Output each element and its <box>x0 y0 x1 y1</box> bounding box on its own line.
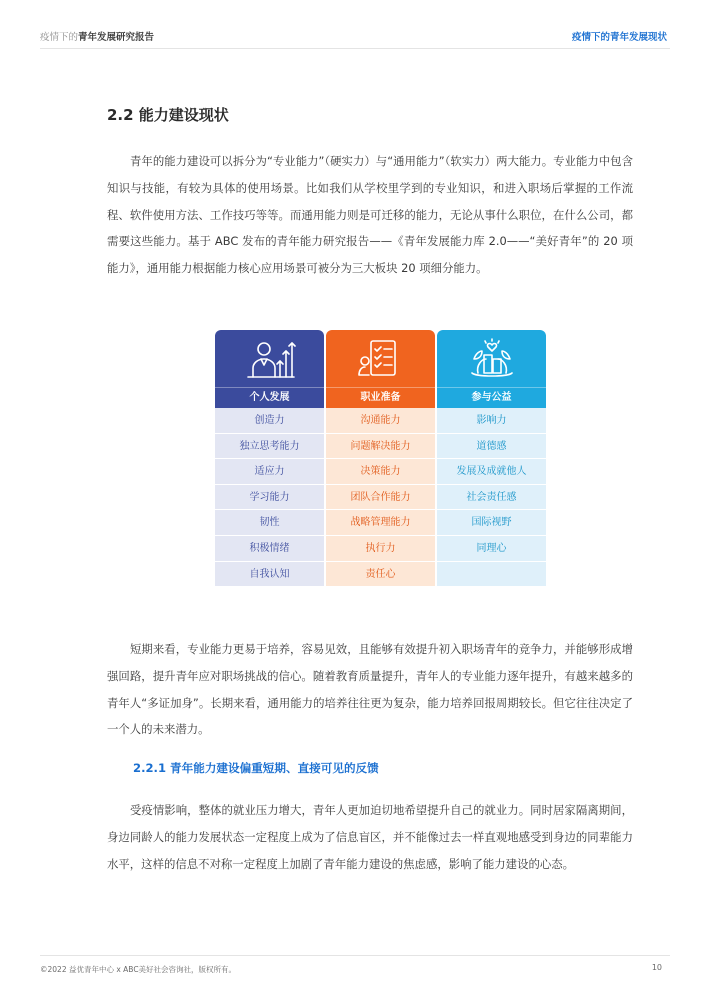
competency-cell: 问题解决能力 <box>326 434 435 460</box>
competency-cell: 团队合作能力 <box>326 485 435 511</box>
competency-cell: 社会责任感 <box>437 485 546 511</box>
footer-divider <box>40 955 670 956</box>
column-career-preparation <box>326 408 435 587</box>
running-header-right: 疫情下的青年发展现状 <box>571 32 667 43</box>
column-label: 个人发展 <box>215 387 324 408</box>
checklist-icon <box>355 337 407 383</box>
competency-cell: 积极情绪 <box>215 536 324 562</box>
competency-table <box>215 330 547 587</box>
growth-person-icon <box>244 337 296 383</box>
competency-cell: 影响力 <box>437 408 546 434</box>
column-head-career-preparation <box>326 330 435 408</box>
footer-copyright: ©2022 益优青年中心 x ABC美好社会咨询社，版权所有。 <box>40 965 237 974</box>
competency-cell: 战略管理能力 <box>326 510 435 536</box>
competency-cell: 道德感 <box>437 434 546 460</box>
header-report-title: 青年发展研究报告 <box>78 32 155 43</box>
competency-cell: 决策能力 <box>326 459 435 485</box>
community-city-icon <box>466 337 518 383</box>
header-divider <box>40 48 670 49</box>
column-personal-development <box>215 408 324 587</box>
competency-cell: 国际视野 <box>437 510 546 536</box>
body-paragraph-3: 受疫情影响，整体的就业压力增大，青年人更加迫切地希望提升自己的就业力。同时居家隔离期间，身边同龄人的能力发展状态一定程度上成为了信息盲区，并不能像过去一样直观地感受到身边的同辈能力水平，这样的信息不对称一定程度上加剧了青年能力建设的焦虑感，影响了能力建设的心态。 <box>107 803 633 871</box>
section-title: 2.2 能力建设现状 <box>107 106 229 124</box>
body-paragraph-2: 短期来看，专业能力更易于培养，容易见效，且能够有效提升初入职场青年的竞争力，并能够形成增强回路，提升青年应对职场挑战的信心。随着教育质量提升，青年人的专业能力逐年提升，有越来越多的青年人“多证加身”。长期来看，通用能力的培养往往更为复杂，能力培养回报周期较长。但它往往决定了一个人的未来潜力。 <box>107 642 633 737</box>
body-paragraph-1: 青年的能力建设可以拆分为“专业能力”（硬实力）与“通用能力”（软实力）两大能力。专业能力中包含知识与技能，有较为具体的使用场景。比如我们从学校里学到的专业知识，和进入职场后掌握的工作流程、软件使用方法、工作技巧等等。而通用能力则是可迁移的能力，无论从事什么职位，在什么公司，都需要这些能力。基于 ABC 发布的青年能力研究报告——《青年发展能力库 2.0——“美好青年”的 20 项能力》，通用能力根据能力核心应用场景可被分为三大板块 20 项细分能力。 <box>107 154 633 276</box>
page-number: 10 <box>651 963 662 972</box>
competency-cell: 独立思考能力 <box>215 434 324 460</box>
competency-cell: 学习能力 <box>215 485 324 511</box>
competency-table-body <box>215 408 547 587</box>
competency-cell: 适应力 <box>215 459 324 485</box>
competency-cell: 同理心 <box>437 536 546 562</box>
competency-cell: 创造力 <box>215 408 324 434</box>
competency-cell: 韧性 <box>215 510 324 536</box>
empty-cell <box>437 562 546 588</box>
competency-cell: 执行力 <box>326 536 435 562</box>
column-label: 参与公益 <box>437 387 546 408</box>
column-head-personal-development <box>215 330 324 408</box>
running-header-left <box>40 29 154 43</box>
column-public-welfare <box>437 408 546 587</box>
column-label: 职业准备 <box>326 387 435 408</box>
column-head-public-welfare <box>437 330 546 408</box>
competency-cell: 沟通能力 <box>326 408 435 434</box>
subsection-title: 2.2.1 青年能力建设偏重短期、直接可见的反馈 <box>133 761 379 775</box>
competency-cell: 自我认知 <box>215 562 324 588</box>
competency-cell: 发展及成就他人 <box>437 459 546 485</box>
competency-cell: 责任心 <box>326 562 435 588</box>
competency-table-header <box>215 330 547 408</box>
header-prefix: 疫情下的 <box>40 32 79 43</box>
